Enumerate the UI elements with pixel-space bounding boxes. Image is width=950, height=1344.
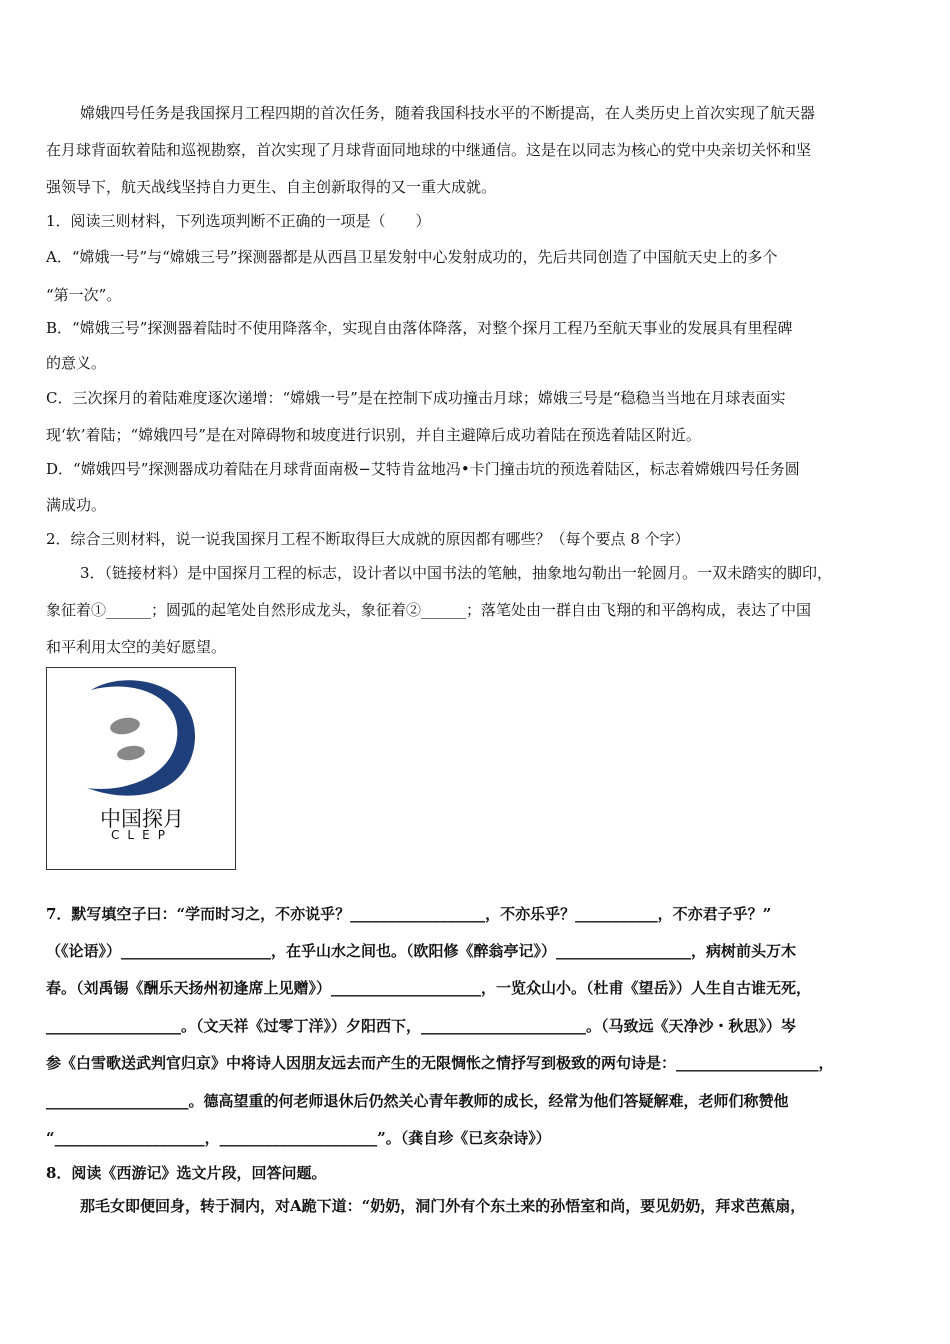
moon-arc [87, 680, 195, 795]
option-b-line-1: B．“嫦娥三号”探测器着陆时不使用降落伞，实现自由落体降落，对整个探月工程乃至航天事业的发展具有里程碑 [46, 319, 793, 337]
intro-line-2: 在月球背面软着陆和巡视勘察，首次实现了月球背面同地球的中继通信。这是在以同志为核心的党中央亲切关怀和坚 [46, 141, 812, 159]
option-c-line-2: 现‘软’着陆；“嫦娥四号”是在对障碍物和坡度进行识别，并自主避障后成功着陆在预选着陆区附近。 [46, 426, 701, 444]
question-7-line-7: “____________________，_____________________”。（龚自珍《已亥杂诗》） [46, 1129, 551, 1147]
question-7-line-2: （《论语》）____________________，在乎山水之间也。（欧阳修《醉翁亭记》）__________________，病树前头万木 [46, 942, 797, 960]
option-c-line-1: C．三次探月的着陆难度逐次递增：“嫦娥一号”是在控制下成功撞击月球；嫦娥三号是“稳稳当当地在月球表面实 [46, 389, 786, 407]
question-3-line-2: 象征着①______；圆弧的起笔处自然形成龙头，象征着②______；落笔处由一群自由飞翔的和平鸽构成，表达了中国 [46, 601, 812, 619]
intro-line-3: 强领导下，航天战线坚持自力更生、自主创新取得的又一重大成就。 [46, 178, 497, 196]
logo-name-en: CLEP [111, 828, 173, 842]
question-7-line-4: __________________。（文天祥《过零丁洋》）夕阳西下，______________________。（马致远《天净沙・秋思》）岑 [46, 1017, 797, 1035]
question-8-passage-line-1: 那毛女即便回身，转于洞内，对A跪下道：“奶奶，洞门外有个东土来的孙悟室和尚，要见奶奶，拜求芭蕉扇， [80, 1197, 806, 1215]
question-7-line-6: ___________________。德高望重的何老师退休后仍然关心青年教师的成长，经常为他们答疑解难，老师们称赞他 [46, 1092, 789, 1110]
option-b-line-2: 的意义。 [46, 354, 107, 372]
logo-name-cn: 中国探月 [100, 807, 184, 831]
question-8-stem: 8．阅读《西游记》选文片段，回答问题。 [46, 1164, 327, 1182]
intro-line-1: 嫦娥四号任务是我国探月工程四期的首次任务，随着我国科技水平的不断提高，在人类历史上首次实现了航天器 [80, 104, 816, 122]
footprint-1 [109, 716, 141, 737]
question-7-line-3: 春。（刘禹锡《酬乐天扬州初逢席上见赠》）____________________，一览众山小。（杜甫《望岳》）人生自古谁无死， [46, 979, 812, 997]
option-d-line-2: 满成功。 [46, 496, 107, 514]
question-3-line-1: 3．（链接材料）是中国探月工程的标志，设计者以中国书法的笔触，抽象地勾勒出一轮圆月。一双未踏实的脚印， [80, 564, 833, 582]
option-a-line-2: “第一次”。 [46, 286, 122, 304]
clep-logo [46, 667, 236, 870]
question-7-line-5: 参《白雪歌送武判官归京》中将诗人因朋友远去而产生的无限惆怅之情抒写到极致的两句诗是：___________________， [46, 1054, 834, 1072]
option-d-line-1: D．“嫦娥四号”探测器成功着陆在月球背面南极−艾特肯盆地冯•卡门撞击坑的预选着陆区，标志着嫦娥四号任务圆 [46, 460, 800, 478]
question-2-stem: 2．综合三则材料，说一说我国探月工程不断取得巨大成就的原因都有哪些？（每个要点 8 个字） [46, 530, 690, 548]
question-1-stem: 1．阅读三则材料，下列选项判断不正确的一项是（ ） [46, 212, 431, 230]
footprint-2 [116, 744, 146, 762]
option-a-line-1: A．“嫦娥一号”与“嫦娥三号”探测器都是从西昌卫星发射中心发射成功的，先后共同创造了中国航天史上的多个 [46, 248, 778, 266]
question-3-line-3: 和平利用太空的美好愿望。 [46, 638, 227, 656]
question-7-line-1: 7．默写填空子曰：“学而时习之，不亦说乎？__________________，不亦乐乎？___________，不亦君子乎？” [46, 905, 772, 923]
